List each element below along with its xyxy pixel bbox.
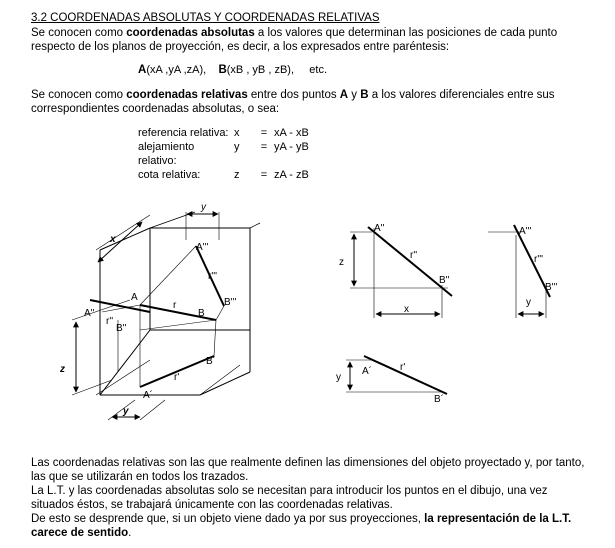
top-r1: r' (400, 362, 406, 373)
side-B3: B''' (545, 282, 558, 293)
relative-var: x (234, 127, 240, 139)
side-y: y (526, 297, 531, 308)
conclusion-line1: Las coordenadas relativas son las que realmente definen las dimensiones del objeto proyectado y, por tanto, las que se utilizarán en todos los trazados. (31, 457, 585, 483)
side-r3: r''' (534, 254, 544, 265)
conclusion-line3-pre: De esto se desprende que, si un objeto viene dado ya por sus proyecciones, (31, 513, 425, 525)
para2-bold: coordenadas relativas (126, 89, 248, 101)
top-y: y (336, 372, 341, 383)
paragraph-conclusion (31, 456, 591, 540)
label-r3: r''' (208, 271, 218, 282)
label-r1: r' (174, 372, 180, 383)
front-r2: r'' (410, 250, 418, 261)
front-B2: B'' (439, 275, 450, 286)
label-y-bottom: y (123, 406, 129, 417)
side-view (488, 225, 550, 318)
label-A2: A'' (84, 308, 95, 319)
relative-expr: zA - zB (274, 169, 309, 181)
front-view (350, 227, 452, 318)
para1-post: a los valores que determinan las posiciones de cada punto respecto de los planos de proyección, es decir, a los expresados entre paréntesis: (31, 27, 558, 53)
top-B1: B´ (434, 394, 444, 405)
label-x: x (110, 234, 116, 245)
coord-a-args: (xA ,yA ,zA), (146, 64, 207, 76)
para2-a: A (339, 89, 349, 101)
relative-expr: xA - xB (274, 127, 309, 139)
relative-label: referencia relativa: (138, 127, 229, 139)
side-A3: A''' (519, 226, 532, 237)
para2-y: y (348, 89, 361, 101)
para1-pre: Se conocen como (31, 27, 127, 39)
relative-var: y (234, 141, 240, 153)
conclusion-line3 (31, 512, 591, 540)
relative-label: alejamiento relativo: (138, 141, 195, 167)
coord-a-letter: A (138, 64, 147, 76)
para2-pre: Se conocen como (31, 89, 127, 101)
para2-post: a los valores diferenciales entre sus correspondientes coordenadas absolutas, o sea: (31, 89, 555, 115)
label-r2: r'' (106, 316, 114, 327)
relative-eq: = (260, 127, 268, 139)
section-title: 3.2 COORDENADAS ABSOLUTAS Y COORDENADAS RELATIVAS (31, 12, 380, 24)
front-A2: A'' (374, 223, 385, 234)
label-B1: B´ (206, 356, 216, 367)
para1-bold: coordenadas absolutas (126, 27, 255, 39)
label-B2: B'' (116, 323, 127, 334)
para2-b: B (360, 89, 369, 101)
relative-eq: = (260, 141, 268, 153)
coord-b-letter: B (218, 64, 227, 76)
relative-eq: = (260, 169, 268, 181)
side-labels (519, 226, 557, 308)
coord-etc: etc. (309, 64, 328, 76)
relative-expr: yA - yB (274, 141, 309, 153)
front-x: x (404, 304, 409, 315)
conclusion-line3-post: . (128, 527, 132, 539)
top-A1: A´ (362, 366, 372, 377)
para2-mid: entre dos puntos (247, 89, 340, 101)
front-labels (339, 223, 450, 315)
label-r: r (173, 300, 177, 311)
relative-var: z (234, 169, 240, 181)
label-B3: B''' (224, 297, 237, 308)
label-z: z (60, 364, 65, 375)
front-z: z (339, 257, 344, 268)
conclusion-line2: La L.T. y las coordenadas absolutas solo se necesitan para introducir los puntos en el dibujo, una vez situados éstos, se trabajará únicamente con las coordenadas relativas. (31, 485, 548, 511)
relative-label: cota relativa: (138, 169, 201, 181)
isometric-view (72, 212, 260, 420)
label-A1: A´ (143, 390, 153, 401)
label-A3: A''' (196, 242, 209, 253)
label-B: B (198, 308, 205, 319)
conclusion-line3-bold: la representación de la L.T. carece de sentido (31, 513, 572, 539)
label-y-top: y (201, 202, 206, 213)
label-A: A (131, 292, 138, 303)
coord-b-args: (xB , yB , zB), (226, 64, 294, 76)
